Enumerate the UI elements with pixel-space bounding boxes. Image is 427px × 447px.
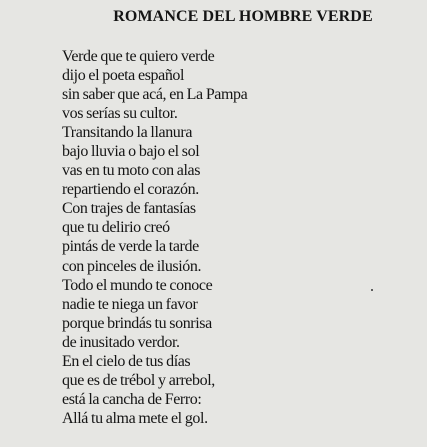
poem-title: ROMANCE DEL HOMBRE VERDE (113, 8, 373, 25)
poem-line: pintás de verde la tarde (62, 238, 199, 256)
poem-line: Con trajes de fantasías (62, 200, 196, 218)
poem-line: Allá tu alma mete el gol. (62, 409, 208, 427)
poem-line: repartiendo el corazón. (62, 181, 199, 199)
poem-line: está la cancha de Ferro: (62, 390, 202, 408)
print-speck (371, 289, 373, 291)
poem-line: sin saber que acá, en La Pampa (62, 86, 248, 104)
poem-line: de inusitado verdor. (62, 333, 180, 351)
poem-body (62, 47, 247, 428)
poem-line: porque brindás tu sonrisa (62, 314, 212, 332)
poem-line: con pinceles de ilusión. (62, 257, 202, 275)
poem-line: que tu delirio creó (62, 219, 170, 237)
poem-line: vos serías su cultor. (62, 105, 178, 123)
poem-line: Todo el mundo te conoce (62, 276, 213, 294)
poem-line: bajo lluvia o bajo el sol (62, 143, 200, 161)
poem-line: Verde que te quiero verde (62, 48, 215, 65)
poem-line: En el cielo de tus días (62, 352, 191, 370)
poem-line: Transitando la llanura (62, 124, 193, 142)
poem-line: vas en tu moto con alas (62, 162, 201, 180)
poem-line: que es de trébol y arrebol, (62, 371, 215, 389)
poem-line: dijo el poeta español (62, 67, 185, 85)
poem-line: nadie te niega un favor (62, 295, 198, 313)
